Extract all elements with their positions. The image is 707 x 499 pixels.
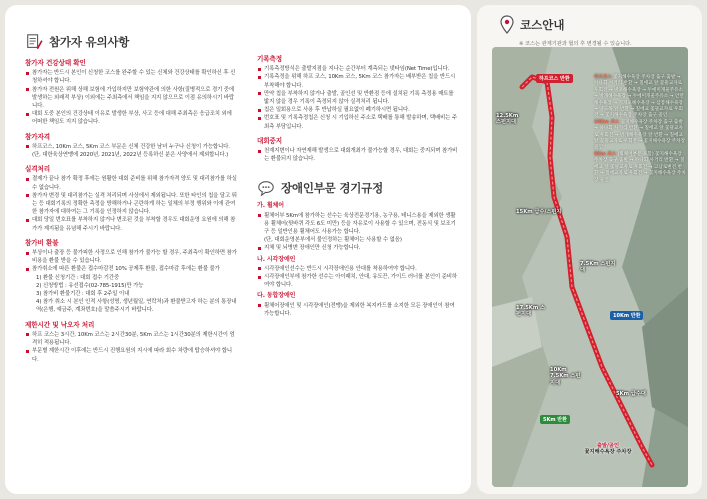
turn10-marker: 10Km 반환 <box>610 311 643 320</box>
section-visual <box>257 256 459 290</box>
section-heading: 대회중지 <box>257 136 283 145</box>
course-title: 코스안내 <box>520 18 565 32</box>
legend-title: 10Km 코스 <box>594 119 620 125</box>
section-time-limit <box>25 321 237 364</box>
section-header-disabled <box>257 177 459 199</box>
section-heading: 참가비 환불 <box>25 238 59 247</box>
section-heading: 제한시간 및 낙오자 처리 <box>25 320 95 329</box>
list-item: 기록측정을 위해 하프 코스, 10Km 코스, 5Km 코스 참가자는 배부받은 칩을 반드시 부착해야 합니다. <box>257 73 459 89</box>
list-item: 휠체어장애인 및 시각장애인(전맹)을 제외한 복지카드를 소지한 모든 장애인이 참여가능합니다. <box>257 302 459 318</box>
list-item: 참가자는 반드시 본인이 신청한 코스를 완주할 수 있는 신체와 건강상태를 확인하신 후 신청하셔야 합니다. <box>25 69 237 85</box>
section-header <box>25 31 237 53</box>
list-item: 지체 및 뇌병변 장애인만 신청 가능합니다. <box>257 244 459 252</box>
sub-item: 4) 참가 취소 시 본인 인적 사항(성명, 생년월일, 연락처)과 환불받고자 하는 분의 통장내역(은행, 예금주, 계좌번호)을 말씀주시기 바랍니다. <box>36 299 237 314</box>
section-heading: 다. 동합장애인 <box>257 292 296 300</box>
legend-half <box>594 75 686 120</box>
list-item: (단, 대회운영본부에서 불인정하는 휠체어는 사용할 수 없음) <box>264 237 402 244</box>
course-note: ※ 코스는 관계기관과 협의 후 변경될 수 있습니다. <box>519 41 632 47</box>
legend-text: 꽃지해수욕장 주차장 출구 출발 → 하나회 사거리 반환 → 칠에교 앞 꽃뜰교자로 우회전 → 방개해수욕장 앞 반환 → 칠에교 앞 꽃뜰교자로 우회전 → 꽃지해수욕장 주차장 골인 <box>594 119 686 151</box>
legend-5k <box>594 152 686 184</box>
start-finish-title: 출발/골인 <box>597 443 619 449</box>
list-item: 부상이나 출장 등 불가피한 사정으로 인해 참가가 불가능 할 경우, 주최측이 확인하면 참가비용을 환불 받을 수 있습니다. <box>25 249 237 265</box>
guidelines-panel <box>5 5 471 494</box>
start-location: 꽃지해수욕장 주차장 <box>584 449 632 456</box>
list-item: 번호표 및 기록측정칩은 신청 시 기입하신 주소로 택배를 통해 발송하며, 택배비는 주최측 부담입니다. <box>257 114 459 130</box>
list-item: 하프코스, 10Km 코스, 5Km 코스 부문은 신체 건강한 남녀 누구나 신청이 가능합니다. (단, 대한육상연맹에 2020년, 2021년, 2022년 등록하신 분은 사양에서 제외합니다.) <box>25 143 237 159</box>
km5-label: 5Km 급수대 <box>616 391 646 397</box>
turn5-marker: 5Km 반환 <box>540 415 570 424</box>
list-item: 칩은 일회용으로 사용 후 반납하실 필요없이 폐기하시면 됩니다. <box>257 106 459 114</box>
legend-10k <box>594 120 686 152</box>
list-item: 대회 도중 본인의 건강상태 이유로 발생한 부상, 사고 등에 대해 주최측은 응급조치 외에 어떠한 책임도 지지 않습니다. <box>25 110 237 126</box>
section-health <box>25 59 237 127</box>
section-combined <box>257 292 459 318</box>
legend-text: 꽃지해수욕장 주차장 출구 출발 → 하나회 사거리 반환 → 칠에교 앞 꽃뜰교자로 우회전 → 방포해수욕장 → 두에미개울주유소 → 방개해수욕장 → 두에미개울주유소 → 안면해수욕장 → 기지포해수욕장 → 삼봉해수욕장 → 양도목 앞 반환 → 칠에교 꽃뜰교자로 우회전 → 꽃지해수욕장 주차장 출구 골인 <box>594 75 684 119</box>
list-item: 대회 당일 번호표를 부착하지 않거나 변조된 것을 부착할 경우도 대회운영 요원에 의해 참가가 제지됨을 유념해 주시기 바랍니다. <box>25 216 237 232</box>
section-heading: 나. 시각장애인 <box>257 255 296 263</box>
list-item: 시각장애인선수는 반드시 시각장애인용 안대를 착용하여야 합니다. <box>257 265 459 273</box>
page-title: 참가자 유의사항 <box>49 34 130 49</box>
list-item: 휠체어부 5Km에 참가하는 선수는 육상전문경기용, 농구용, 테니스용을 제외한 생활용 휠체어(뒷바퀴 각도 6도 미만) 등을 자유로이 사용할 수 있으며, 전동식 및 보조기구 등 일반인용 휠체어도 사용가능 합니다. <box>257 212 459 237</box>
km12-distance: 12.5Km <box>496 113 519 119</box>
list-item: 참가자 변경 및 대리참가는 실격 처리되며 사상에서 제외됩니다. 또한 타인의 칩을 달고 뛰는 등 대회기록의 정확한 측정을 방해하거나 곤란하게 하는 일체의 부정 행위와 이에 관여한 참가자에 대하여는 그 기록을 인정하지 않습니다. <box>25 192 237 217</box>
list-item: 시각장애인부에 참가한 선수는 아이패치, 안대, 유도끈, 가이드 러너를 본인이 준비하여야 합니다. <box>257 273 459 289</box>
sub-item: 3) 참가비 환불기간 : 대회 후 2주일 이내 <box>36 291 130 298</box>
left-column <box>25 31 237 364</box>
section-title-disabled: 장애인부문 경기규정 <box>281 181 383 196</box>
start-finish-label <box>584 443 632 456</box>
section-timing <box>257 55 459 131</box>
list-item: 결제가 끝나 참가 확정 후에는 원활한 대회 준비를 위해 참가자격 양도 및 대리참가를 하실 수 없습니다. <box>25 175 237 191</box>
legend-title: 하프코스 <box>594 75 612 80</box>
section-wheelchair <box>257 202 459 252</box>
sub-item: 1) 환불 신청기간 : 대회 접수 기간중 <box>36 274 120 281</box>
course-panel <box>477 5 702 494</box>
course-legend <box>594 75 686 184</box>
km17-label: 17.5Km 스펀지대 <box>516 305 546 318</box>
list-item: 천재지변이나 자연재해 발생으로 대회개최가 불가능할 경우, 대회는 중지되며 참가비는 환불되지 않습니다. <box>257 147 459 163</box>
section-heading: 참가자격 <box>25 132 51 141</box>
course-header <box>499 15 564 35</box>
list-item: 만약 칩을 부착하지 않거나 출발, 골인선 및 반환점 등에 설치된 기록 측정용 매트를 밟지 않을 경우 기록이 측정되지 않아 실격처리 됩니다. <box>257 90 459 106</box>
legend-text: (휠체어부문 포함) 꽃지해수욕장 주차장 출구 출발 → 하나회 사거리 반환 → 칠에교 앞 꽃뜰교자로 우회전 → 고남로변전 반환 → 칠에교자로 우회전 → 꽃지해수욕장 주차장 골인 <box>594 151 686 183</box>
half-turn-marker: 하프코스 반환 <box>536 74 573 83</box>
section-heading: 가. 휠체어 <box>257 202 284 210</box>
map-pin-icon <box>499 15 515 35</box>
list-item: 참가취소에 따른 환불은 접수마감전 10% 공제후 환불, 접수마감 후에는 환불 불가 <box>25 265 237 273</box>
right-column <box>257 55 459 318</box>
list-item: 부문별 제한시간 이후에는 반드시 진행요원의 지시에 따라 회수 차량에 탑승하셔야 합니다. <box>25 347 237 363</box>
km12-station: 스펀지대 <box>496 119 517 126</box>
section-eligibility <box>25 133 237 160</box>
section-heading: 기록측정 <box>257 55 283 63</box>
list-item: 기록측정방식은 출발지점을 지나는 순간부터 계측되는 넷타임(Net Time)입니다. <box>257 65 459 73</box>
km15-label: 15Km 급수/스펀지 <box>516 209 562 215</box>
legend-title: 5Km 코스 <box>594 151 617 157</box>
km12-label <box>496 113 518 126</box>
km7-label: 7.5Km 스펀지대 <box>580 261 616 274</box>
list-item: 참가자 전원은 위해 상해 보험에 가입하지만 보험약관에 의한 사항(질병적으로 경기 중에 발생하는 외래적 부상) 이외에는 주최측에서 책임을 지지 않으므로 이점 유의하시기 바랍니다. <box>25 86 237 111</box>
section-heading: 참가자 건강상태 확인 <box>25 59 86 67</box>
km10-label: 10Km 7.5Km 스펀지대 <box>550 367 581 386</box>
section-cancellation <box>257 137 459 164</box>
section-disqualification <box>25 165 237 233</box>
speech-bubble-icon <box>257 179 275 197</box>
section-heading: 실격처리 <box>25 165 51 174</box>
list-item: 하프 코스는 3시간, 10Km 코스는 2시간30분, 5Km 코스는 1시간30분의 제한시간이 엄격히 적용됩니다. <box>25 331 237 347</box>
course-map <box>492 47 688 487</box>
document-pencil-icon <box>25 33 43 51</box>
sub-item: 2) 신청방법 : 유선접수(02-785-1915)만 가능 <box>36 282 144 289</box>
section-refund <box>25 239 237 315</box>
